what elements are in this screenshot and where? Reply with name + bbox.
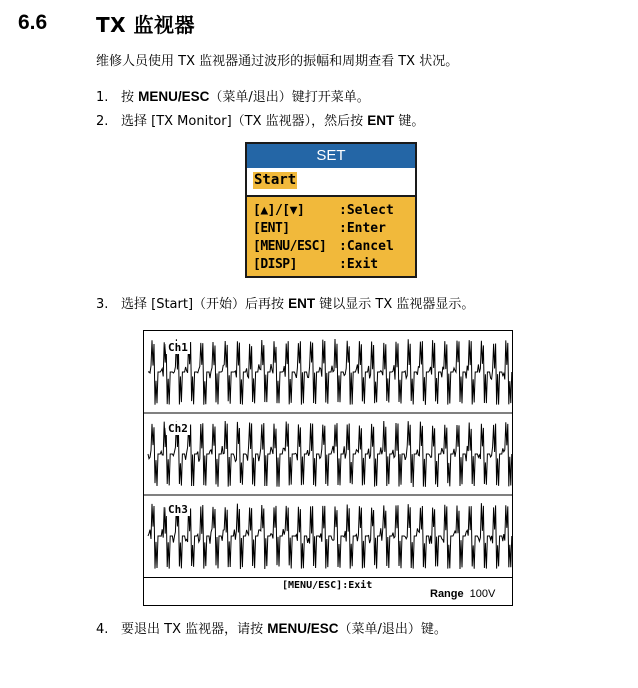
step-text: （菜单/退出）键打开菜单。 — [209, 90, 370, 105]
step-text: 按 — [121, 90, 139, 105]
range-value: 100V — [469, 588, 496, 600]
key-action: :Cancel — [339, 239, 394, 254]
monitor-footer — [144, 577, 512, 606]
section-title: TX 监视器 — [96, 13, 196, 37]
set-dialog-title: SET — [247, 144, 415, 168]
key-label: [ENT] — [253, 221, 290, 236]
start-menu-item[interactable]: Start — [254, 172, 297, 188]
step-number: 3. — [96, 297, 109, 312]
key-guide-row — [253, 202, 415, 220]
set-dialog — [245, 142, 417, 278]
ch3-label: Ch3 — [168, 503, 188, 516]
exit-hint: [MENU/ESC]:Exit — [282, 580, 373, 591]
step-text: 要退出 TX 监视器，请按 — [121, 622, 268, 637]
step-4 — [96, 618, 447, 637]
step-number: 4. — [96, 622, 109, 637]
range-indicator — [430, 588, 495, 600]
step-text: 键。 — [394, 114, 425, 129]
step-number: 1. — [96, 90, 109, 105]
key-guide-row — [253, 220, 415, 238]
key-name: ENT — [288, 296, 316, 311]
step-1 — [96, 86, 370, 105]
waveform-area — [144, 331, 512, 577]
range-label: Range — [430, 588, 464, 600]
key-action: :Select — [339, 203, 394, 218]
ch1-waveform — [148, 339, 512, 405]
step-number: 2. — [96, 114, 109, 129]
ch3-waveform — [148, 503, 512, 569]
step-text: 选择 [TX Monitor]（TX 监视器），然后按 — [121, 114, 368, 129]
key-guide-row — [253, 238, 415, 256]
step-2 — [96, 110, 424, 129]
intro-text: 维修人员使用 TX 监视器通过波形的振幅和周期查看 TX 状况。 — [96, 54, 459, 69]
step-text: 选择 [Start]（开始）后再按 — [121, 297, 289, 312]
key-guide-row — [253, 256, 415, 274]
key-label: [DISP] — [253, 257, 297, 272]
section-number: 6.6 — [18, 11, 48, 34]
ch2-label: Ch2 — [168, 422, 188, 435]
ch1-label: Ch1 — [168, 341, 188, 354]
key-name: MENU/ESC — [138, 89, 210, 104]
key-action: :Exit — [339, 257, 379, 272]
key-guide — [247, 197, 415, 274]
tx-monitor-display — [143, 330, 513, 606]
step-3 — [96, 293, 474, 312]
key-name: ENT — [367, 113, 395, 128]
step-text: （菜单/退出）键。 — [338, 622, 447, 637]
key-name: MENU/ESC — [267, 621, 339, 636]
key-label: [MENU/ESC] — [253, 239, 327, 254]
set-dialog-selection — [247, 168, 415, 197]
key-label: [▲]/[▼] — [253, 203, 305, 218]
key-action: :Enter — [339, 221, 386, 236]
ch2-waveform — [148, 421, 512, 487]
step-text: 键以显示 TX 监视器显示。 — [315, 297, 475, 312]
